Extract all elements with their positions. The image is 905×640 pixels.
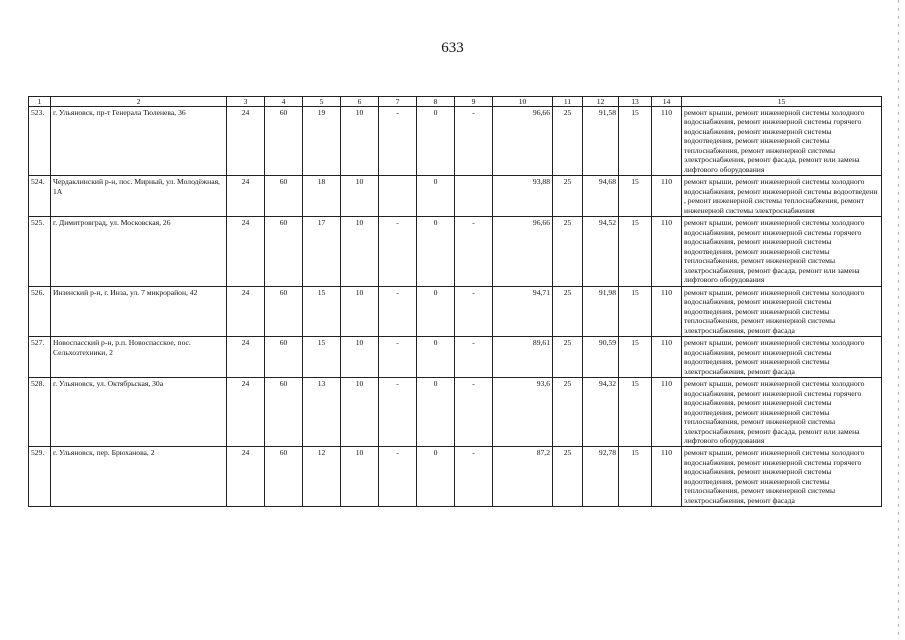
column-header-11: 11 (553, 97, 583, 107)
col9-cell: - (455, 378, 493, 447)
col9-cell (455, 176, 493, 217)
address-cell: Новоспасский р-н, р.п. Новоспасское, пос. Сельхозтехники, 2 (51, 337, 227, 378)
col9-cell: - (455, 107, 493, 176)
column-header-10: 10 (493, 97, 553, 107)
header-row (29, 97, 882, 107)
col10-cell: 89,61 (493, 337, 553, 378)
row-number: 523. (29, 107, 51, 176)
row-number: 528. (29, 378, 51, 447)
address-cell: Инзенский р-н, г. Инза, ул. 7 микрорайон, 42 (51, 286, 227, 336)
col5-cell: 19 (303, 107, 341, 176)
column-header-4: 4 (265, 97, 303, 107)
col3-cell: 24 (227, 378, 265, 447)
column-header-3: 3 (227, 97, 265, 107)
works-cell: ремонт крыши, ремонт инженерной системы холодного водоснабжения, ремонт инженерной системы горячего водоснабжения, ремонт инженерной системы водоотведения, ремонт инженерной системы теплоснабжения, ремонт инженерной системы электроснабжения, ремонт фасада (682, 447, 882, 507)
table-row (29, 217, 882, 286)
col12-cell: 94,68 (583, 176, 619, 217)
col10-cell: 96,66 (493, 217, 553, 286)
col9-cell: - (455, 217, 493, 286)
column-header-8: 8 (417, 97, 455, 107)
col4-cell: 60 (265, 378, 303, 447)
col14-cell: 110 (652, 378, 682, 447)
col13-cell: 15 (619, 337, 652, 378)
col4-cell: 60 (265, 107, 303, 176)
col14-cell: 110 (652, 217, 682, 286)
works-cell: ремонт крыши, ремонт инженерной системы холодного водоснабжения, ремонт инженерной системы горячего водоснабжения, ремонт инженерной системы водоотведения, ремонт инженерной системы теплоснабжения, ремонт инженерной системы электроснабжения, ремонт фасада, ремонт или замена лифтового оборудования (682, 107, 882, 176)
col7-cell: - (379, 378, 417, 447)
col3-cell: 24 (227, 286, 265, 336)
col12-cell: 90,59 (583, 337, 619, 378)
col8-cell: 0 (417, 217, 455, 286)
col5-cell: 12 (303, 447, 341, 507)
col12-cell: 91,58 (583, 107, 619, 176)
column-header-12: 12 (583, 97, 619, 107)
column-header-14: 14 (652, 97, 682, 107)
page-number: 633 (441, 40, 464, 56)
col13-cell: 15 (619, 286, 652, 336)
col14-cell: 110 (652, 447, 682, 507)
col8-cell: 0 (417, 286, 455, 336)
col7-cell: - (379, 447, 417, 507)
address-cell: г. Ульяновск, пр-т Генерала Тюленева, 36 (51, 107, 227, 176)
table-row (29, 447, 882, 507)
col3-cell: 24 (227, 217, 265, 286)
col7-cell: - (379, 217, 417, 286)
col7-cell: - (379, 286, 417, 336)
column-header-1: 1 (29, 97, 51, 107)
table-row (29, 378, 882, 447)
column-header-5: 5 (303, 97, 341, 107)
col5-cell: 15 (303, 286, 341, 336)
col9-cell: - (455, 286, 493, 336)
column-header-7: 7 (379, 97, 417, 107)
address-cell: Чердаклинский р-н, пос. Мирный, ул. Молодёжная, 1А (51, 176, 227, 217)
row-number: 524. (29, 176, 51, 217)
col5-cell: 18 (303, 176, 341, 217)
col13-cell: 15 (619, 107, 652, 176)
col6-cell: 10 (341, 107, 379, 176)
works-cell: ремонт крыши, ремонт инженерной системы холодного водоснабжения, ремонт инженерной системы горячего водоснабжения, ремонт инженерной системы водоотведения, ремонт инженерной системы теплоснабжения, ремонт инженерной системы электроснабжения, ремонт фасада, ремонт или замена лифтового оборудования (682, 378, 882, 447)
col3-cell: 24 (227, 107, 265, 176)
col13-cell: 15 (619, 447, 652, 507)
col4-cell: 60 (265, 286, 303, 336)
col11-cell: 25 (553, 217, 583, 286)
works-cell: ремонт крыши, ремонт инженерной системы холодного водоснабжения, ремонт инженерной системы водоотведения, ремонт инженерной системы теплоснабжения, ремонт инженерной системы электроснабжения, ремонт фасада (682, 286, 882, 336)
col14-cell: 110 (652, 286, 682, 336)
col11-cell: 25 (553, 176, 583, 217)
col9-cell: - (455, 337, 493, 378)
col11-cell: 25 (553, 107, 583, 176)
col13-cell: 15 (619, 176, 652, 217)
col12-cell: 94,52 (583, 217, 619, 286)
col4-cell: 60 (265, 337, 303, 378)
col11-cell: 25 (553, 286, 583, 336)
col3-cell: 24 (227, 176, 265, 217)
col6-cell: 10 (341, 378, 379, 447)
column-header-2: 2 (51, 97, 227, 107)
column-header-9: 9 (455, 97, 493, 107)
col11-cell: 25 (553, 378, 583, 447)
repair-program-table (28, 96, 882, 507)
col9-cell: - (455, 447, 493, 507)
scan-edge-artifact (898, 0, 899, 640)
works-cell: ремонт крыши, ремонт инженерной системы холодного водоснабжения, ремонт инженерной системы водоотведени , ремонт инженерной системы теплоснабжения, ремонт инженерной системы электроснабжения (682, 176, 882, 217)
col10-cell: 94,71 (493, 286, 553, 336)
col14-cell: 110 (652, 107, 682, 176)
col8-cell: 0 (417, 447, 455, 507)
col6-cell: 10 (341, 176, 379, 217)
column-header-15: 15 (682, 97, 882, 107)
col10-cell: 96,66 (493, 107, 553, 176)
col13-cell: 15 (619, 217, 652, 286)
col6-cell: 10 (341, 337, 379, 378)
column-header-6: 6 (341, 97, 379, 107)
works-cell: ремонт крыши, ремонт инженерной системы холодного водоснабжения, ремонт инженерной системы водоотведения, ремонт инженерной системы электроснабжения, ремонт фасада (682, 337, 882, 378)
col3-cell: 24 (227, 337, 265, 378)
table-row (29, 107, 882, 176)
col7-cell: - (379, 107, 417, 176)
col6-cell: 10 (341, 217, 379, 286)
col5-cell: 15 (303, 337, 341, 378)
col11-cell: 25 (553, 337, 583, 378)
col7-cell: - (379, 337, 417, 378)
address-cell: г. Ульяновск, ул. Октябрьская, 30а (51, 378, 227, 447)
col3-cell: 24 (227, 447, 265, 507)
col8-cell: 0 (417, 378, 455, 447)
col8-cell: 0 (417, 337, 455, 378)
row-number: 527. (29, 337, 51, 378)
col5-cell: 17 (303, 217, 341, 286)
row-number: 525. (29, 217, 51, 286)
col12-cell: 92,78 (583, 447, 619, 507)
col11-cell: 25 (553, 447, 583, 507)
row-number: 529. (29, 447, 51, 507)
row-number: 526. (29, 286, 51, 336)
col13-cell: 15 (619, 378, 652, 447)
col4-cell: 60 (265, 447, 303, 507)
column-header-13: 13 (619, 97, 652, 107)
address-cell: г. Ульяновск, пер. Брюханова, 2 (51, 447, 227, 507)
table-row (29, 286, 882, 336)
col10-cell: 87,2 (493, 447, 553, 507)
col4-cell: 60 (265, 176, 303, 217)
col8-cell: 0 (417, 176, 455, 217)
col10-cell: 93,88 (493, 176, 553, 217)
col7-cell (379, 176, 417, 217)
col6-cell: 10 (341, 447, 379, 507)
col5-cell: 13 (303, 378, 341, 447)
col12-cell: 94,32 (583, 378, 619, 447)
table-row (29, 176, 882, 217)
col8-cell: 0 (417, 107, 455, 176)
table-row (29, 337, 882, 378)
col4-cell: 60 (265, 217, 303, 286)
col14-cell: 110 (652, 337, 682, 378)
col14-cell: 110 (652, 176, 682, 217)
works-cell: ремонт крыши, ремонт инженерной системы холодного водоснабжения, ремонт инженерной системы горячего водоснабжения, ремонт инженерной системы водоотведения, ремонт инженерной системы теплоснабжения, ремонт инженерной системы электроснабжения, ремонт фасада, ремонт или замена лифтового оборудования (682, 217, 882, 286)
col10-cell: 93,6 (493, 378, 553, 447)
address-cell: г. Димитровград, ул. Московская, 26 (51, 217, 227, 286)
col6-cell: 10 (341, 286, 379, 336)
col12-cell: 91,98 (583, 286, 619, 336)
